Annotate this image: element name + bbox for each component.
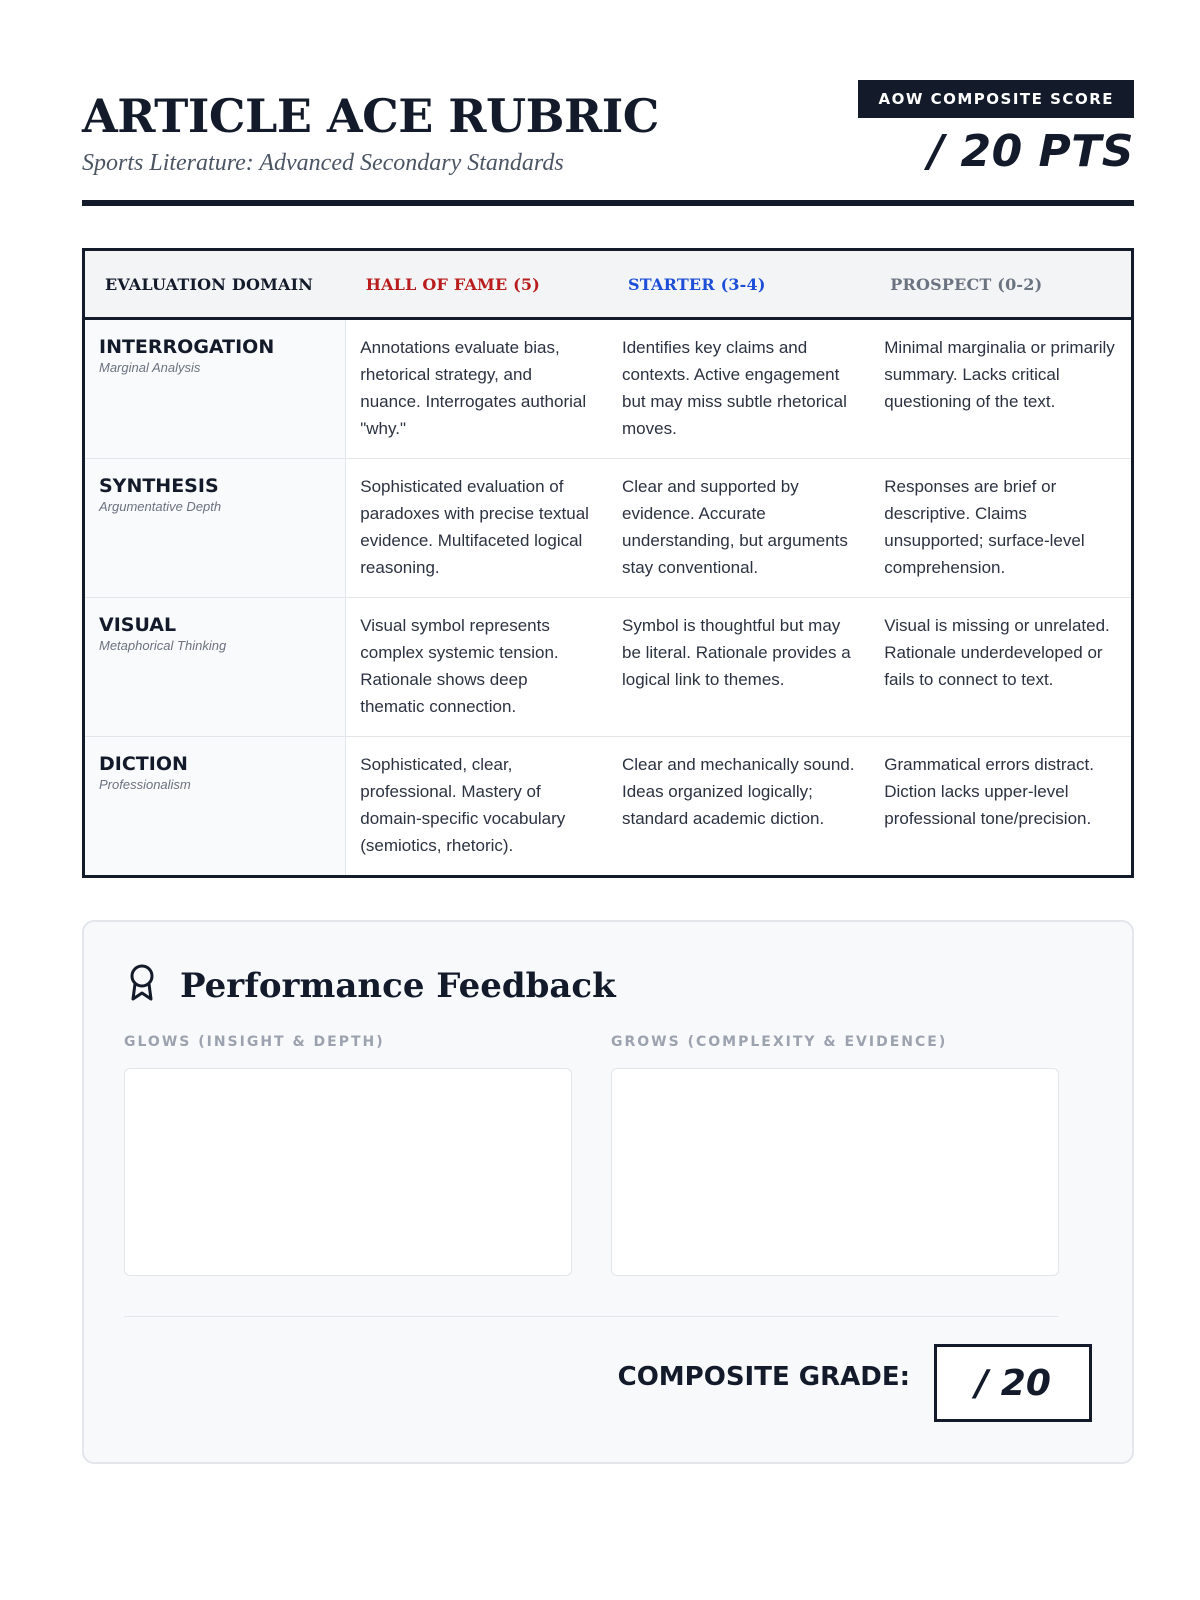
domain-subtitle: Metaphorical Thinking [99, 638, 227, 653]
page-subtitle: Sports Literature: Advanced Secondary Standards [82, 150, 564, 176]
column-header-starter: STARTER (3-4) [608, 250, 870, 319]
domain-name: VISUAL [99, 614, 177, 636]
column-header-domain: EVALUATION DOMAIN [84, 250, 346, 319]
feedback-heading [128, 964, 616, 1007]
feedback-panel [82, 920, 1134, 1464]
rubric-table [82, 248, 1134, 878]
glows-label: GLOWS (INSIGHT & DEPTH) [124, 1034, 385, 1050]
feedback-divider [124, 1316, 1058, 1317]
glows-input[interactable] [124, 1068, 572, 1276]
prospect-cell: Visual is missing or unrelated. Rationale underdeveloped or fails to connect to text. [870, 598, 1132, 737]
hall-of-fame-cell: Annotations evaluate bias, rhetorical strategy, and nuance. Interrogates authorial "why." [346, 319, 608, 459]
prospect-cell: Minimal marginalia or primarily summary. Lacks critical questioning of the text. [870, 319, 1132, 459]
domain-subtitle: Marginal Analysis [99, 360, 201, 375]
grows-label: GROWS (COMPLEXITY & EVIDENCE) [611, 1034, 948, 1050]
composite-grade-label: COMPOSITE GRADE: [617, 1362, 910, 1392]
table-row [84, 737, 1133, 877]
domain-cell [84, 598, 346, 737]
grows-input[interactable] [611, 1068, 1059, 1276]
score-total: / 20 PTS [928, 126, 1134, 177]
domain-subtitle: Professionalism [99, 777, 191, 792]
domain-subtitle: Argumentative Depth [99, 499, 222, 514]
table-row [84, 459, 1133, 598]
rubric-page [82, 80, 1134, 1464]
header-divider [82, 200, 1134, 206]
award-ribbon-icon [128, 964, 156, 1007]
starter-cell: Clear and supported by evidence. Accurate understanding, but arguments stay conventional. [608, 459, 870, 598]
domain-name: INTERROGATION [99, 336, 275, 358]
domain-cell [84, 319, 346, 459]
table-row [84, 319, 1133, 459]
table-row [84, 598, 1133, 737]
feedback-title: Performance Feedback [180, 965, 616, 1006]
page-header [82, 80, 1134, 206]
prospect-cell: Responses are brief or descriptive. Claims unsupported; surface-level comprehension. [870, 459, 1132, 598]
hall-of-fame-cell: Visual symbol represents complex systemic tension. Rationale shows deep thematic connection. [346, 598, 608, 737]
domain-name: SYNTHESIS [99, 475, 219, 497]
column-header-hall-of-fame: HALL OF FAME (5) [346, 250, 608, 319]
composite-grade-input[interactable]: / 20 [934, 1344, 1092, 1422]
page-title: ARTICLE ACE RUBRIC [82, 89, 659, 143]
prospect-cell: Grammatical errors distract. Diction lacks upper-level professional tone/precision. [884, 755, 1094, 828]
starter-cell: Clear and mechanically sound. Ideas organized logically; standard academic diction. [622, 755, 855, 828]
column-header-prospect: PROSPECT (0-2) [870, 250, 1132, 319]
score-badge: AOW COMPOSITE SCORE [858, 80, 1134, 118]
domain-cell [84, 459, 346, 598]
domain-name: DICTION [99, 753, 188, 775]
domain-cell [84, 737, 346, 877]
hall-of-fame-cell: Sophisticated evaluation of paradoxes with precise textual evidence. Multifaceted logical reasoning. [346, 459, 608, 598]
starter-cell: Symbol is thoughtful but may be literal. Rationale provides a logical link to themes. [608, 598, 870, 737]
hall-of-fame-cell: Sophisticated, clear, professional. Mastery of domain-specific vocabulary (semiotics, rhetoric). [360, 755, 566, 855]
rubric-header-row [84, 250, 1133, 319]
starter-cell: Identifies key claims and contexts. Active engagement but may miss subtle rhetorical moves. [608, 319, 870, 459]
